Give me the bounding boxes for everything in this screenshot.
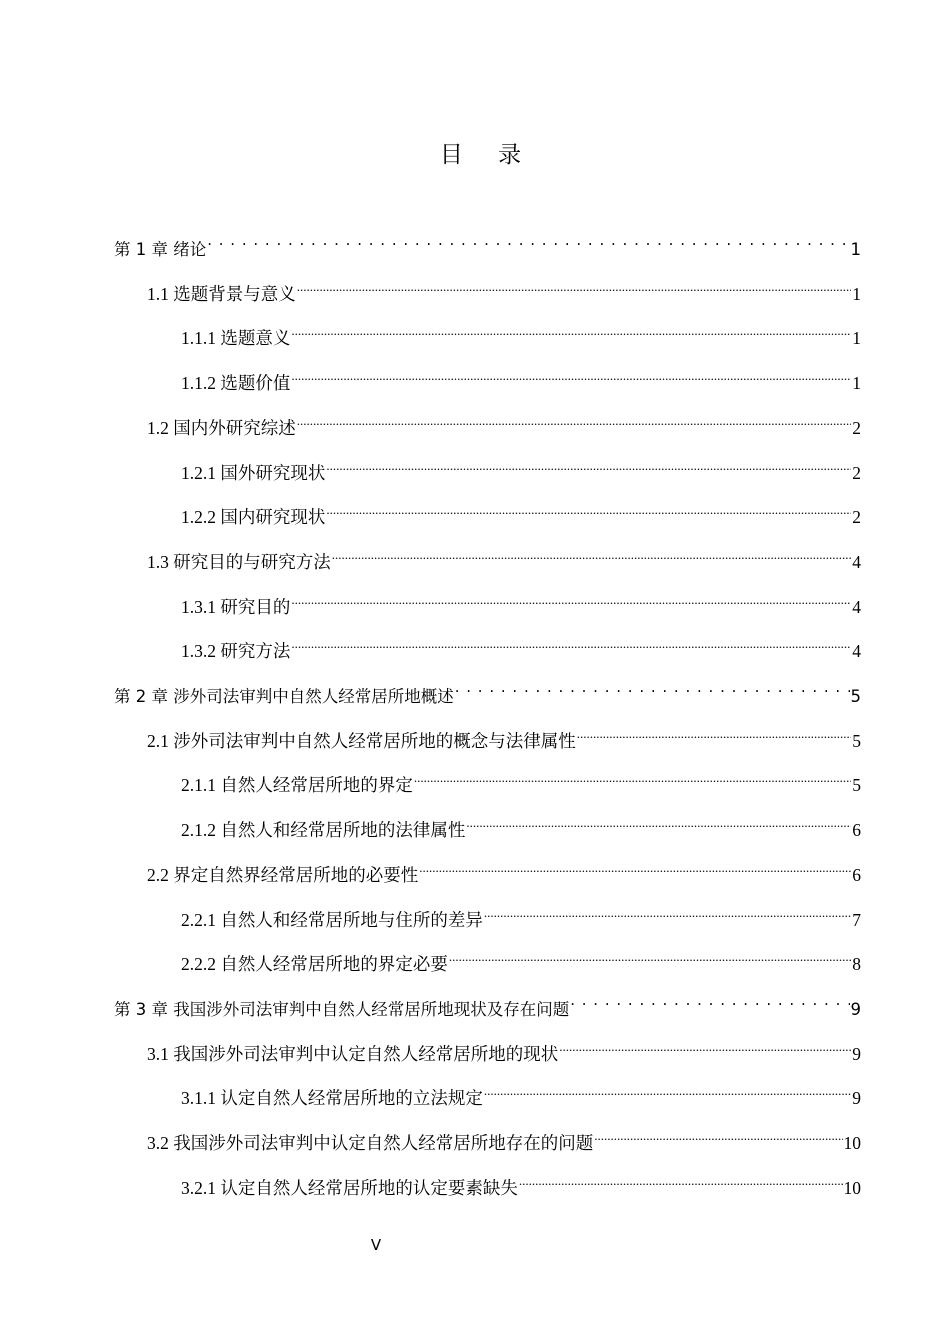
toc-entry[interactable] — [147, 270, 861, 304]
toc-entry-page: 1 — [850, 240, 861, 259]
toc-entry-page: 1 — [852, 284, 861, 304]
toc-leader-dots — [207, 225, 849, 255]
toc-entry-label: 3.2 我国涉外司法审判中认定自然人经常居所地存在的问题 — [147, 1133, 594, 1153]
toc-leader-dots — [297, 270, 852, 300]
toc-leader-dots — [559, 1030, 851, 1060]
toc-leader-dots — [326, 493, 851, 523]
toc-leader-dots — [594, 1119, 842, 1149]
toc-entry-page: 4 — [852, 597, 861, 617]
toc-entry-page: 4 — [852, 552, 861, 572]
toc-entry-page: 4 — [852, 641, 861, 661]
toc-entry-label: 1.1 选题背景与意义 — [147, 284, 296, 304]
toc-leader-dots — [419, 851, 851, 881]
toc-entry[interactable] — [114, 225, 861, 259]
toc-entry-label: 1.1.1 选题意义 — [181, 328, 291, 348]
toc-entry-label: 1.3.1 研究目的 — [181, 597, 291, 617]
toc-leader-dots — [291, 359, 851, 389]
toc-entry[interactable] — [147, 404, 861, 438]
toc-entry-label: 2.2.2 自然人经常居所地的界定必要 — [181, 954, 448, 974]
toc-leader-dots — [332, 538, 852, 568]
toc-entry[interactable] — [147, 717, 861, 751]
toc-leader-dots — [466, 806, 851, 836]
toc-leader-dots — [570, 985, 849, 1015]
toc-leader-dots — [484, 1074, 851, 1104]
toc-entry[interactable] — [114, 672, 861, 706]
page-number: V — [370, 1236, 382, 1254]
toc-entry[interactable] — [181, 896, 861, 930]
toc-leader-dots — [291, 627, 851, 657]
toc-entry[interactable] — [181, 493, 861, 527]
toc-entry-label: 2.2 界定自然界经常居所地的必要性 — [147, 865, 419, 885]
toc-leader-dots — [449, 940, 851, 970]
toc-entry-label: 2.1 涉外司法审判中自然人经常居所地的概念与法律属性 — [147, 731, 576, 751]
toc-entry[interactable] — [181, 1074, 861, 1108]
toc-entry[interactable] — [181, 359, 861, 393]
toc-entry-label: 1.2.1 国外研究现状 — [181, 463, 326, 483]
toc-entry[interactable] — [181, 583, 861, 617]
toc-entry-label: 2.1.1 自然人经常居所地的界定 — [181, 775, 413, 795]
toc-entry-label: 3.1 我国涉外司法审判中认定自然人经常居所地的现状 — [147, 1044, 559, 1064]
toc-entry[interactable] — [181, 314, 861, 348]
toc-entry-label: 3.2.1 认定自然人经常居所地的认定要素缺失 — [181, 1178, 518, 1198]
toc-entry-label: 第 2 章 涉外司法审判中自然人经常居所地概述 — [114, 687, 454, 706]
toc-entry-label: 3.1.1 认定自然人经常居所地的立法规定 — [181, 1088, 483, 1108]
toc-entry-page: 5 — [852, 731, 861, 751]
toc-entry[interactable] — [147, 538, 861, 572]
toc-leader-dots — [577, 717, 852, 747]
toc-entry[interactable] — [181, 627, 861, 661]
toc-entry-label: 1.2 国内外研究综述 — [147, 418, 296, 438]
toc-entry-page: 5 — [850, 687, 861, 706]
toc-entry-page: 7 — [852, 910, 861, 930]
toc-entry-page: 9 — [850, 1000, 861, 1019]
toc-entry[interactable] — [147, 851, 861, 885]
toc-leader-dots — [455, 672, 850, 702]
toc-entry-page: 1 — [852, 328, 861, 348]
toc-leader-dots — [519, 1164, 843, 1194]
toc-entry-page: 8 — [852, 954, 861, 974]
toc-entry-label: 2.2.1 自然人和经常居所地与住所的差异 — [181, 910, 483, 930]
toc-entry-page: 2 — [852, 507, 861, 527]
toc-entry-page: 5 — [852, 775, 861, 795]
toc-title: 目 录 — [439, 142, 536, 168]
toc-entry[interactable] — [147, 1119, 861, 1153]
toc-leader-dots — [291, 583, 851, 613]
toc-entry-page: 2 — [852, 463, 861, 483]
toc-leader-dots — [326, 449, 851, 479]
toc-entry-label: 1.3 研究目的与研究方法 — [147, 552, 331, 572]
toc-entry-page: 9 — [852, 1044, 861, 1064]
toc-entry-label: 2.1.2 自然人和经常居所地的法律属性 — [181, 820, 466, 840]
toc-entry[interactable] — [147, 1030, 861, 1064]
toc-entry[interactable] — [181, 1164, 861, 1198]
toc-entry-page: 1 — [852, 373, 861, 393]
toc-entry[interactable] — [181, 761, 861, 795]
toc-entry-label: 1.2.2 国内研究现状 — [181, 507, 326, 527]
toc-leader-dots — [297, 404, 852, 434]
toc-entry-label: 1.1.2 选题价值 — [181, 373, 291, 393]
toc-entry[interactable] — [181, 806, 861, 840]
toc-entry-page: 2 — [852, 418, 861, 438]
toc-entry-page: 6 — [852, 820, 861, 840]
toc-entry-page: 10 — [843, 1178, 861, 1198]
toc-leader-dots — [484, 896, 851, 926]
toc-entry[interactable] — [114, 985, 861, 1019]
toc-entry[interactable] — [181, 449, 861, 483]
toc-entry-page: 9 — [852, 1088, 861, 1108]
toc-entry-page: 6 — [852, 865, 861, 885]
toc-entry-page: 10 — [843, 1133, 861, 1153]
toc-leader-dots — [414, 761, 851, 791]
toc-entry[interactable] — [181, 940, 861, 974]
toc-entry-label: 第 1 章 绪论 — [114, 240, 207, 259]
toc-entry-label: 第 3 章 我国涉外司法审判中自然人经常居所地现状及存在问题 — [114, 1000, 570, 1019]
toc-entry-label: 1.3.2 研究方法 — [181, 641, 291, 661]
toc-leader-dots — [291, 314, 851, 344]
